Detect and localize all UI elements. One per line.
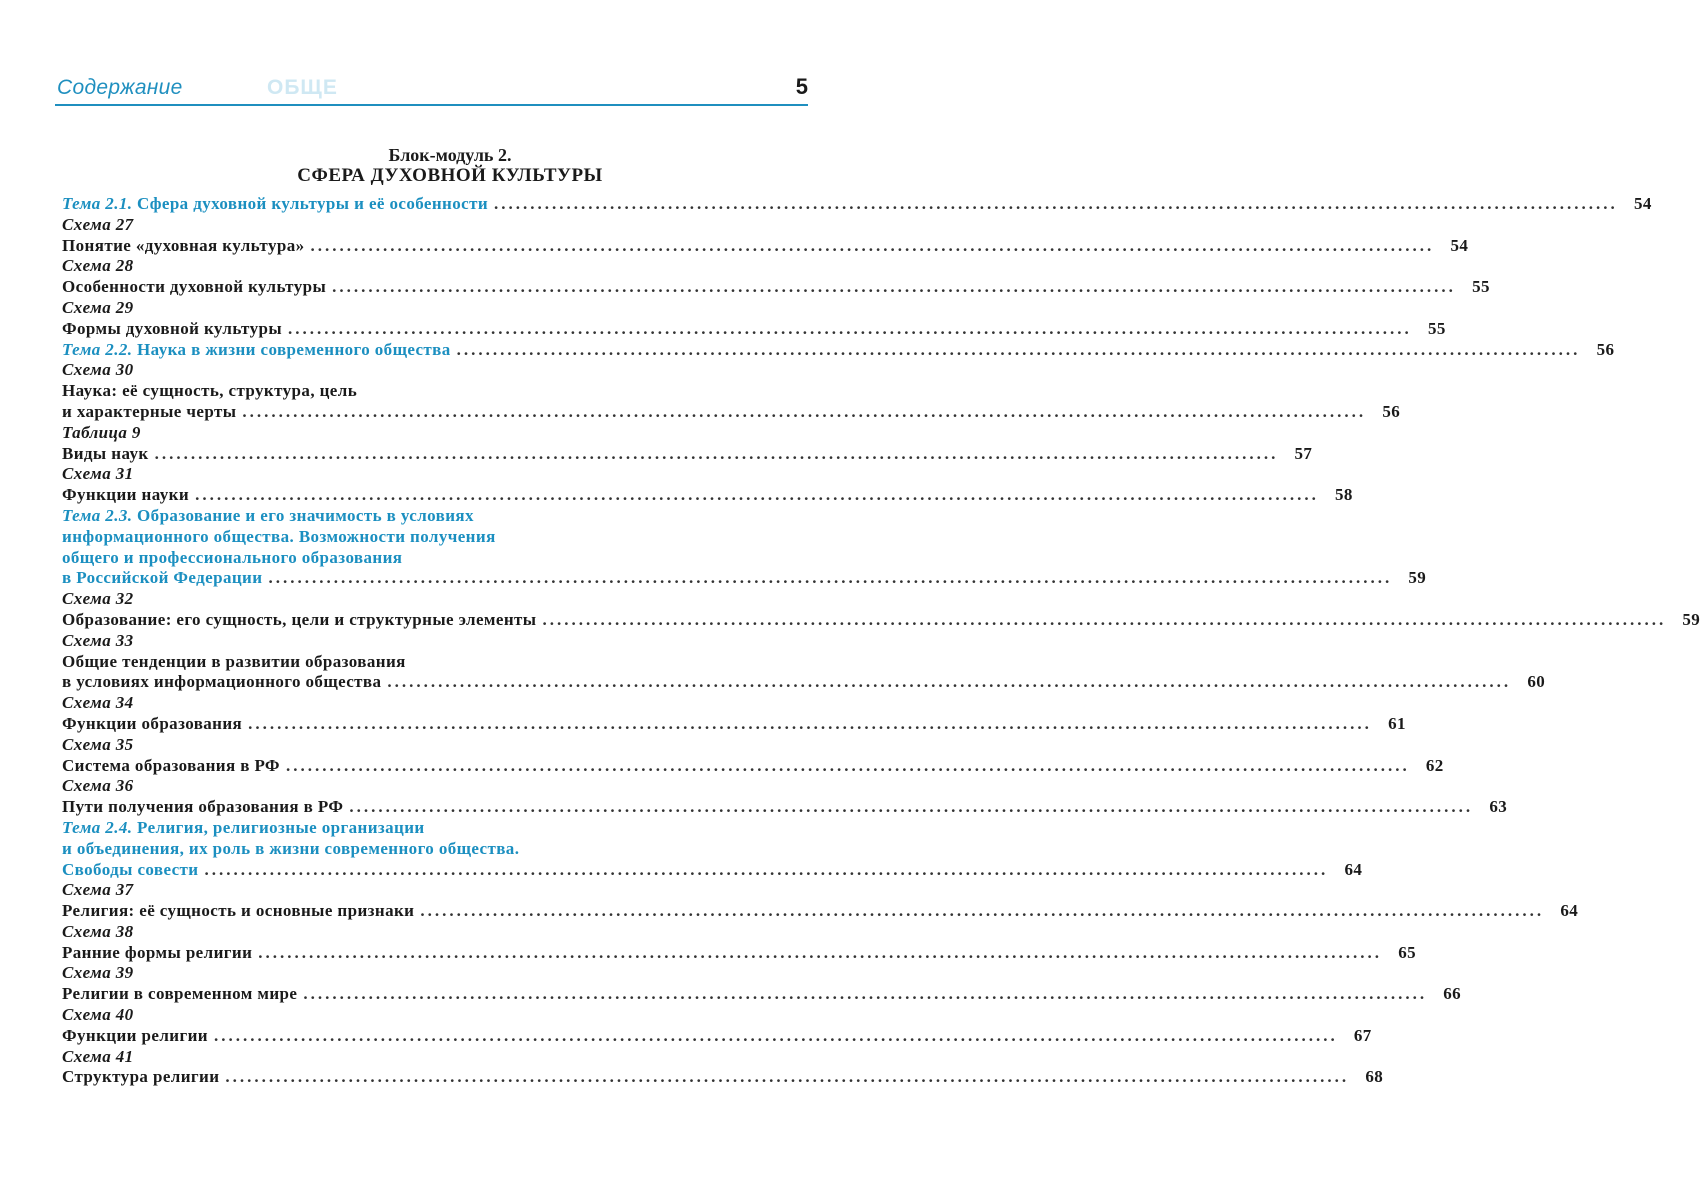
schema-label: Схема 34 — [62, 693, 134, 713]
page-ref: 59 — [1408, 568, 1427, 588]
entry-title: Функции образования — [62, 713, 243, 733]
topic-2-3-line: информационного общества. Возможности получения — [62, 526, 496, 546]
toc-entry[interactable] — [62, 1025, 1372, 1047]
toc-entry[interactable] — [62, 609, 1700, 631]
entry-title: в условиях информационного общества — [62, 672, 382, 692]
page-ref: 55 — [1427, 318, 1446, 338]
page-ref: 59 — [1682, 609, 1700, 629]
dot-leader: ........................................................................................................................................................... — [285, 755, 1410, 775]
page-ref: 60 — [1527, 672, 1546, 692]
header-rule — [55, 104, 808, 106]
page-ref: 67 — [1353, 1025, 1372, 1045]
topic-2-4[interactable] — [62, 859, 1363, 881]
page-ref: 56 — [1596, 339, 1615, 359]
block-title: Блок-модуль 2. — [388, 145, 512, 165]
page-ref: 54 — [1450, 235, 1469, 255]
block-subtitle: СФЕРА ДУХОВНОЙ КУЛЬТУРЫ — [297, 165, 603, 186]
page-ref: 64 — [1560, 901, 1579, 921]
topic-title: в Российской Федерации — [62, 568, 263, 588]
toc-entry[interactable] — [62, 901, 1579, 922]
section-title: Содержание — [57, 76, 183, 99]
schema-label: Схема 31 — [62, 464, 134, 484]
topic-title: Наука в жизни современного общества — [137, 339, 451, 359]
dot-leader: ........................................................................................................................................................... — [332, 277, 1456, 297]
dot-leader: ........................................................................................................................................................... — [387, 672, 1512, 692]
page-ref: 68 — [1365, 1067, 1384, 1087]
dot-leader: ........................................................................................................................................................... — [258, 942, 1383, 962]
toc-entry[interactable] — [62, 485, 1353, 506]
entry-title-line: Общие тенденции в развитии образования — [62, 651, 406, 671]
topic-2-3-line: Тема 2.3. Образование и его значимость в условиях — [62, 505, 474, 525]
schema-label: Схема 29 — [62, 297, 134, 317]
page-header — [55, 74, 808, 104]
schema-label: Схема 40 — [62, 1005, 134, 1025]
toc-entry[interactable] — [62, 984, 1462, 1005]
page-ref: 62 — [1425, 755, 1444, 775]
schema-label: Схема 32 — [62, 589, 134, 609]
bleed-through-text: ОБЩЕ — [267, 76, 338, 99]
dot-leader: ........................................................................................................................................................... — [310, 235, 1435, 255]
entry-title: Функции религии — [62, 1025, 208, 1045]
schema-label: Схема 35 — [62, 734, 134, 754]
page-ref: 55 — [1472, 277, 1490, 297]
dot-leader: ........................................................................................................................................................... — [456, 339, 1581, 359]
dot-leader: ........................................................................................................................................................... — [213, 1025, 1338, 1045]
page-number: 5 — [795, 74, 808, 99]
entry-title: Система образования в РФ — [62, 755, 280, 775]
topic-number: Тема 2.1. — [62, 194, 133, 213]
topic-2-1[interactable] — [62, 194, 1652, 215]
table-label: Таблица 9 — [62, 422, 141, 442]
dot-leader: ........................................................................................................................................................... — [288, 318, 1412, 338]
entry-title-line: Наука: её сущность, структура, цель — [62, 381, 358, 401]
topic-2-2[interactable] — [62, 339, 1615, 361]
schema-label: Схема 37 — [62, 880, 134, 900]
toc-entry[interactable] — [62, 318, 1446, 340]
entry-title: Особенности духовной культуры — [62, 277, 327, 297]
entry-title: Функции науки — [62, 485, 190, 505]
entry-title: Религии в современном мире — [62, 984, 298, 1004]
page-ref: 63 — [1489, 797, 1508, 817]
entry-title: Религия: её сущность и основные признаки — [62, 901, 415, 921]
schema-label: Схема 36 — [62, 776, 134, 796]
page-ref: 64 — [1344, 859, 1363, 879]
toc-entry[interactable] — [62, 672, 1546, 693]
toc-entry[interactable] — [62, 277, 1490, 298]
page-ref: 54 — [1633, 194, 1652, 213]
topic-number: Тема 2.4. — [62, 817, 133, 837]
dot-leader: ........................................................................................................................................................... — [195, 485, 1319, 505]
dot-leader: ........................................................................................................................................................... — [542, 609, 1667, 629]
dot-leader: ........................................................................................................................................................... — [154, 443, 1279, 463]
toc-entry[interactable] — [62, 797, 1508, 818]
dot-leader: ........................................................................................................................................................... — [268, 568, 1393, 588]
dot-leader: ........................................................................................................................................................... — [420, 901, 1545, 921]
toc-entry[interactable] — [62, 401, 1401, 423]
dot-leader: ........................................................................................................................................................... — [204, 859, 1329, 879]
page-ref: 65 — [1398, 942, 1417, 962]
topic-number: Тема 2.2. — [62, 339, 133, 359]
schema-label: Схема 33 — [62, 630, 134, 650]
topic-title: Сфера духовной культуры и её особенности — [137, 194, 489, 213]
toc-entry[interactable] — [62, 1067, 1384, 1088]
schema-label: Схема 27 — [62, 214, 134, 234]
page-ref: 56 — [1382, 401, 1401, 421]
page-ref: 61 — [1388, 713, 1406, 733]
table-of-contents — [62, 194, 1700, 1088]
dot-leader: ........................................................................................................................................................... — [248, 713, 1372, 733]
dot-leader: ........................................................................................................................................................... — [349, 797, 1474, 817]
schema-label: Схема 38 — [62, 921, 134, 941]
schema-label: Схема 30 — [62, 360, 134, 380]
topic-number: Тема 2.3. — [62, 505, 133, 525]
topic-2-3[interactable] — [62, 568, 1427, 589]
toc-entry[interactable] — [62, 755, 1444, 777]
toc-entry[interactable] — [62, 942, 1417, 964]
entry-title: и характерные черты — [62, 401, 237, 421]
page-ref: 57 — [1294, 443, 1313, 463]
dot-leader: ........................................................................................................................................................... — [242, 401, 1367, 421]
topic-2-4-line: Тема 2.4. Религия, религиозные организации — [62, 817, 425, 837]
schema-label: Схема 39 — [62, 963, 134, 983]
page-ref: 66 — [1443, 984, 1462, 1004]
topic-title: Свободы совести — [62, 859, 199, 879]
entry-title: Ранние формы религии — [62, 942, 253, 962]
entry-title: Образование: его сущность, цели и структурные элементы — [62, 609, 537, 629]
toc-entry[interactable] — [62, 443, 1313, 465]
topic-2-4-line: и объединения, их роль в жизни современного общества. — [62, 838, 520, 858]
entry-title: Структура религии — [62, 1067, 220, 1087]
entry-title: Пути получения образования в РФ — [62, 797, 344, 817]
entry-title: Виды наук — [62, 443, 149, 463]
schema-label: Схема 41 — [62, 1046, 134, 1066]
entry-title: Понятие «духовная культура» — [62, 235, 305, 255]
dot-leader: ........................................................................................................................................................... — [303, 984, 1428, 1004]
schema-label: Схема 28 — [62, 256, 134, 276]
dot-leader: ........................................................................................................................................................... — [225, 1067, 1350, 1087]
toc-entry[interactable] — [62, 235, 1469, 257]
dot-leader: ........................................................................................................................................................... — [494, 194, 1618, 213]
entry-title: Формы духовной культуры — [62, 318, 283, 338]
topic-2-3-line: общего и профессионального образования — [62, 547, 403, 567]
page-ref: 58 — [1335, 485, 1353, 505]
toc-entry[interactable] — [62, 713, 1406, 735]
